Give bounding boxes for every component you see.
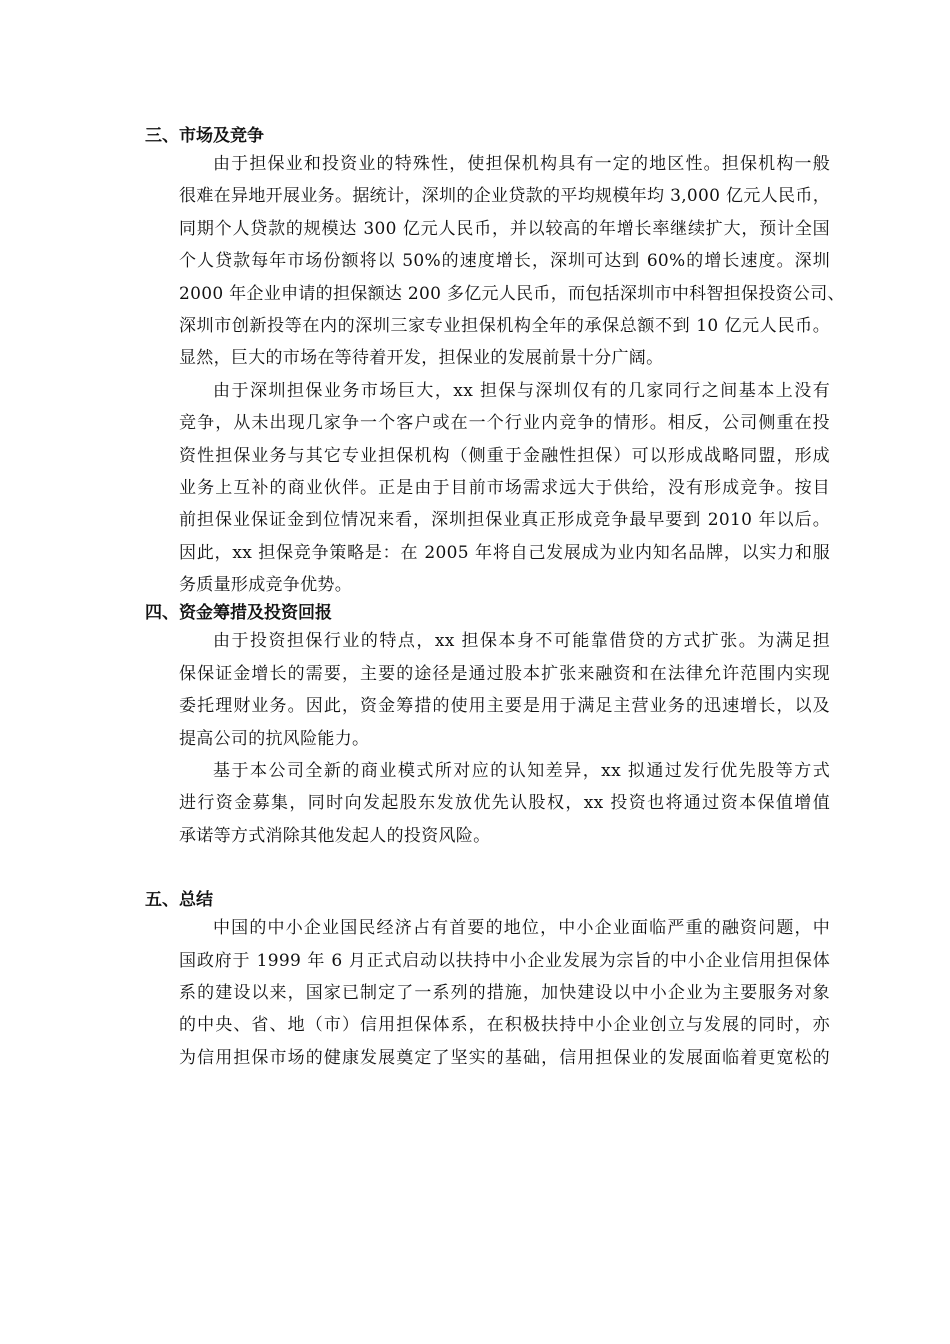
text-line: 进行资金募集，同时向发起股东发放优先认股权，xx 投资也将通过资本保值增值	[179, 793, 830, 814]
text-line: 业务上互补的商业伙伴。正是由于目前市场需求远大于供给，没有形成竞争。按目	[179, 477, 830, 498]
text-line: 深圳市创新投等在内的深圳三家专业担保机构全年的承保总额不到 10 亿元人民币。	[179, 315, 830, 336]
text-line: 承诺等方式消除其他发起人的投资风险。	[179, 825, 491, 846]
section-heading-funding: 四、资金筹措及投资回报	[145, 603, 332, 624]
text-line: 国政府于 1999 年 6 月正式启动以扶持中小企业发展为宗旨的中小企业信用担保体	[179, 950, 830, 971]
text-line: 由于担保业和投资业的特殊性，使担保机构具有一定的地区性。担保机构一般	[213, 154, 830, 174]
paragraph-funding-1	[145, 625, 830, 755]
text-line: 个人贷款每年市场份额将以 50%的速度增长，深圳可达到 60%的增长速度。深圳	[179, 251, 830, 272]
text-line: 为信用担保市场的健康发展奠定了坚实的基础，信用担保业的发展面临着更宽松的	[179, 1047, 830, 1068]
text-line: 由于投资担保行业的特点，xx 担保本身不可能靠借贷的方式扩张。为满足担	[213, 631, 830, 652]
text-line: 因此，xx 担保竞争策略是：在 2005 年将自己发展成为业内知名品牌，以实力和服	[179, 542, 830, 563]
paragraph-funding-2	[145, 755, 830, 852]
text-line: 务质量形成竞争优势。	[179, 575, 352, 596]
text-line: 由于深圳担保业务市场巨大，xx 担保与深圳仅有的几家同行之间基本上没有	[213, 380, 830, 401]
section-spacer	[145, 852, 830, 888]
text-line: 前担保业保证金到位情况来看，深圳担保业真正形成竞争最早要到 2010 年以后。	[179, 510, 830, 531]
text-line: 同期个人贷款的规模达 300 亿元人民币，并以较高的年增长率继续扩大，预计全国	[179, 218, 830, 239]
text-line: 竞争，从未出现几家争一个客户或在一个行业内竞争的情形。相反，公司侧重在投	[179, 413, 830, 434]
paragraph-market-1	[145, 148, 845, 375]
text-line: 很难在异地开展业务。据统计，深圳的企业贷款的平均规模年均 3,000 亿元人民币，	[179, 186, 830, 207]
text-line: 保保证金增长的需要，主要的途径是通过股本扩张来融资和在法律允许范围内实现	[179, 663, 830, 684]
text-line: 资性担保业务与其它专业担保机构（侧重于金融性担保）可以形成战略同盟，形成	[179, 445, 830, 466]
section-heading-summary: 五、总结	[145, 890, 213, 911]
text-line: 的中央、省、地（市）信用担保体系，在积极扶持中小企业创立与发展的同时，亦	[179, 1015, 830, 1036]
text-line: 显然，巨大的市场在等待着开发，担保业的发展前景十分广阔。	[179, 348, 664, 369]
section-heading-market: 三、市场及竞争	[145, 126, 264, 146]
text-line: 系的建设以来，国家已制定了一系列的措施，加快建设以中小企业为主要服务对象	[179, 982, 830, 1003]
text-line: 提高公司的抗风险能力。	[179, 728, 370, 749]
document-body	[145, 124, 845, 1074]
text-line: 中国的中小企业国民经济占有首要的地位，中小企业面临严重的融资问题，中	[213, 918, 830, 939]
paragraph-market-2	[145, 375, 830, 602]
text-line: 基于本公司全新的商业模式所对应的认知差异，xx 拟通过发行优先股等方式	[213, 761, 830, 782]
text-line: 2000 年企业申请的担保额达 200 多亿元人民币，而包括深圳市中科智担保投资公司、	[179, 283, 845, 304]
paragraph-summary-1	[145, 912, 830, 1074]
text-line: 委托理财业务。因此，资金筹措的使用主要是用于满足主营业务的迅速增长，以及	[179, 696, 830, 717]
